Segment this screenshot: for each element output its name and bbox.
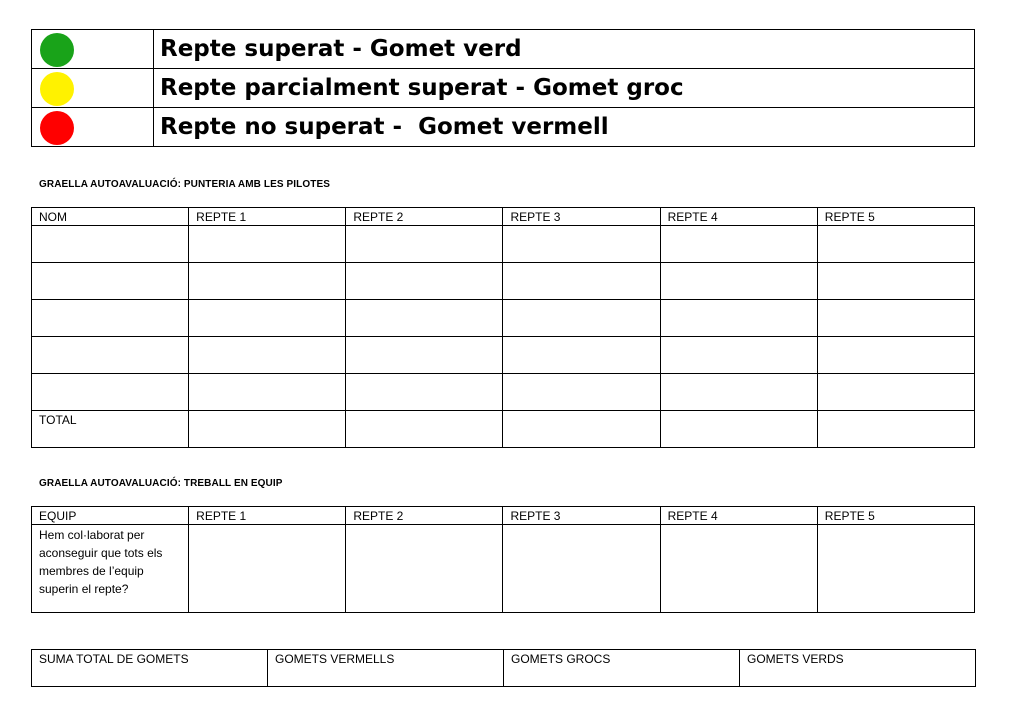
section-title-treball-equip: GRAELLA AUTOAVALUACIÓ: TREBALL EN EQUIP <box>39 478 283 489</box>
table-cell[interactable] <box>817 337 974 374</box>
table-cell[interactable] <box>817 525 974 613</box>
table-cell[interactable] <box>660 411 817 448</box>
header-cell: REPTE 3 <box>503 507 660 525</box>
table-cell[interactable] <box>660 337 817 374</box>
header-cell: REPTE 5 <box>817 507 974 525</box>
table-cell[interactable] <box>817 263 974 300</box>
question-cell <box>32 525 189 613</box>
table-cell[interactable] <box>346 337 503 374</box>
table-cell[interactable] <box>32 374 189 411</box>
summary-cell-total[interactable]: SUMA TOTAL DE GOMETS <box>32 650 268 687</box>
legend-table <box>31 29 975 147</box>
summary-row <box>32 650 976 687</box>
red-dot-icon <box>40 111 74 145</box>
header-cell: EQUIP <box>32 507 189 525</box>
table-cell[interactable] <box>346 411 503 448</box>
table-cell[interactable] <box>189 525 346 613</box>
table-cell[interactable] <box>503 263 660 300</box>
punteria-table <box>31 207 975 448</box>
table-row <box>32 337 975 374</box>
section-title-punteria: GRAELLA AUTOAVALUACIÓ: PUNTERIA AMB LES PILOTES <box>39 179 330 190</box>
header-cell: NOM <box>32 208 189 226</box>
total-row <box>32 411 975 448</box>
table-cell[interactable] <box>189 411 346 448</box>
legend-label: Repte no superat - Gomet vermell <box>154 108 975 147</box>
table-cell[interactable] <box>660 226 817 263</box>
table-cell[interactable] <box>346 374 503 411</box>
summary-cell-red[interactable]: GOMETS VERMELLS <box>268 650 504 687</box>
table-cell[interactable] <box>346 263 503 300</box>
total-label: TOTAL <box>32 411 189 448</box>
question-line: superin el repte? <box>39 582 129 596</box>
header-cell: REPTE 4 <box>660 507 817 525</box>
table-header-row <box>32 507 975 525</box>
table-cell[interactable] <box>660 374 817 411</box>
table-cell[interactable] <box>503 300 660 337</box>
header-cell: REPTE 5 <box>817 208 974 226</box>
treball-equip-table <box>31 506 975 613</box>
legend-label: Repte superat - Gomet verd <box>154 30 975 69</box>
header-cell: REPTE 3 <box>503 208 660 226</box>
table-row <box>32 263 975 300</box>
table-cell[interactable] <box>503 374 660 411</box>
table-cell[interactable] <box>660 300 817 337</box>
legend-dot-cell <box>32 69 154 108</box>
table-cell[interactable] <box>32 226 189 263</box>
header-cell: REPTE 1 <box>189 507 346 525</box>
table-cell[interactable] <box>346 226 503 263</box>
summary-cell-green[interactable]: GOMETS VERDS <box>740 650 976 687</box>
table-cell[interactable] <box>32 337 189 374</box>
table-cell[interactable] <box>32 263 189 300</box>
table-cell[interactable] <box>189 337 346 374</box>
question-line: membres de l’equip <box>39 564 144 578</box>
legend-row-yellow <box>32 69 975 108</box>
summary-table <box>31 649 976 687</box>
table-cell[interactable] <box>346 300 503 337</box>
table-row <box>32 226 975 263</box>
table-cell[interactable] <box>660 525 817 613</box>
header-cell: REPTE 1 <box>189 208 346 226</box>
table-cell[interactable] <box>32 300 189 337</box>
table-cell[interactable] <box>189 263 346 300</box>
green-dot-icon <box>40 33 74 67</box>
table-cell[interactable] <box>503 411 660 448</box>
table-row <box>32 300 975 337</box>
table-cell[interactable] <box>817 411 974 448</box>
legend-label: Repte parcialment superat - Gomet groc <box>154 69 975 108</box>
table-cell[interactable] <box>503 337 660 374</box>
legend-dot-cell <box>32 30 154 69</box>
table-cell[interactable] <box>189 226 346 263</box>
header-cell: REPTE 2 <box>346 507 503 525</box>
question-line: Hem col·laborat per <box>39 528 145 542</box>
table-header-row <box>32 208 975 226</box>
legend-dot-cell <box>32 108 154 147</box>
legend-row-green <box>32 30 975 69</box>
summary-cell-yellow[interactable]: GOMETS GROCS <box>504 650 740 687</box>
table-cell[interactable] <box>189 374 346 411</box>
header-cell: REPTE 4 <box>660 208 817 226</box>
header-cell: REPTE 2 <box>346 208 503 226</box>
yellow-dot-icon <box>40 72 74 106</box>
question-line: aconseguir que tots els <box>39 546 163 560</box>
table-cell[interactable] <box>189 300 346 337</box>
table-cell[interactable] <box>817 226 974 263</box>
table-row <box>32 374 975 411</box>
table-row <box>32 525 975 613</box>
table-cell[interactable] <box>503 226 660 263</box>
table-cell[interactable] <box>817 300 974 337</box>
legend-row-red <box>32 108 975 147</box>
table-cell[interactable] <box>346 525 503 613</box>
table-cell[interactable] <box>660 263 817 300</box>
table-cell[interactable] <box>503 525 660 613</box>
table-cell[interactable] <box>817 374 974 411</box>
